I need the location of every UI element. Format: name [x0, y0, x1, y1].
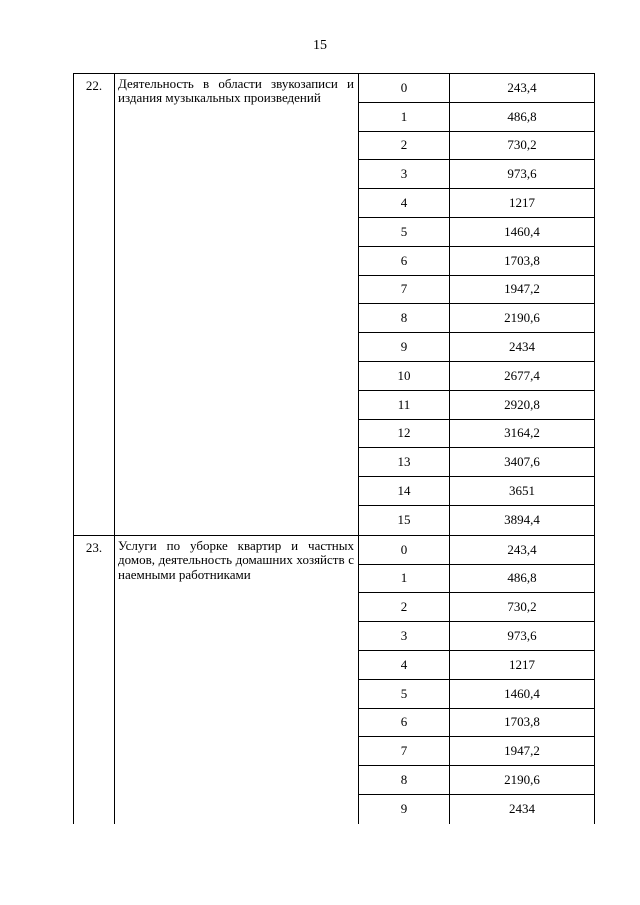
- row-value-cell: 1947,2: [450, 737, 595, 765]
- row-value-cell: 243,4: [450, 74, 595, 102]
- row-index-cell: 6: [359, 709, 450, 737]
- row-value-cell: 1947,2: [450, 276, 595, 304]
- row-index-cell: 8: [359, 766, 450, 794]
- group-rows: [359, 536, 595, 824]
- row-index-cell: 4: [359, 651, 450, 679]
- table-row: [359, 276, 595, 305]
- row-index-cell: 12: [359, 420, 450, 448]
- row-index-cell: 7: [359, 737, 450, 765]
- row-index-cell: 5: [359, 218, 450, 246]
- row-index-cell: 9: [359, 795, 450, 824]
- row-index-cell: 1: [359, 103, 450, 131]
- table-row: [359, 189, 595, 218]
- table-group-23: [73, 535, 595, 824]
- row-index-cell: 11: [359, 391, 450, 419]
- row-value-cell: 2434: [450, 795, 595, 824]
- row-value-cell: 1703,8: [450, 709, 595, 737]
- row-index-cell: 2: [359, 132, 450, 160]
- table-row: [359, 103, 595, 132]
- row-value-cell: 2434: [450, 333, 595, 361]
- table-row: [359, 593, 595, 622]
- row-value-cell: 2920,8: [450, 391, 595, 419]
- row-index-cell: 9: [359, 333, 450, 361]
- table-row: [359, 74, 595, 103]
- table-row: [359, 766, 595, 795]
- row-value-cell: 1703,8: [450, 247, 595, 275]
- tariff-table: [73, 73, 595, 824]
- table-row: [359, 651, 595, 680]
- row-value-cell: 3651: [450, 477, 595, 505]
- table-row: [359, 622, 595, 651]
- row-value-cell: 2190,6: [450, 766, 595, 794]
- activity-name: Деятельность в области звукозаписи и издания музыкальных произведений: [115, 74, 359, 535]
- table-row: [359, 506, 595, 535]
- row-index-cell: 4: [359, 189, 450, 217]
- group-number: 23.: [74, 536, 115, 824]
- row-value-cell: 486,8: [450, 565, 595, 593]
- row-index-cell: 0: [359, 536, 450, 564]
- row-value-cell: 973,6: [450, 622, 595, 650]
- table-row: [359, 333, 595, 362]
- row-index-cell: 7: [359, 276, 450, 304]
- table-row: [359, 218, 595, 247]
- row-value-cell: 730,2: [450, 593, 595, 621]
- row-value-cell: 1460,4: [450, 680, 595, 708]
- table-row: [359, 362, 595, 391]
- table-row: [359, 247, 595, 276]
- row-index-cell: 2: [359, 593, 450, 621]
- row-value-cell: 2190,6: [450, 304, 595, 332]
- row-index-cell: 3: [359, 622, 450, 650]
- group-rows: [359, 74, 595, 535]
- table-row: [359, 448, 595, 477]
- table-row: [359, 737, 595, 766]
- row-value-cell: 3407,6: [450, 448, 595, 476]
- row-index-cell: 8: [359, 304, 450, 332]
- row-value-cell: 243,4: [450, 536, 595, 564]
- table-row: [359, 160, 595, 189]
- row-value-cell: 1217: [450, 651, 595, 679]
- row-index-cell: 1: [359, 565, 450, 593]
- row-value-cell: 730,2: [450, 132, 595, 160]
- row-value-cell: 2677,4: [450, 362, 595, 390]
- row-index-cell: 5: [359, 680, 450, 708]
- table-row: [359, 391, 595, 420]
- table-row: [359, 477, 595, 506]
- table-row: [359, 132, 595, 161]
- row-index-cell: 14: [359, 477, 450, 505]
- row-index-cell: 0: [359, 74, 450, 102]
- table-group-22: [73, 73, 595, 535]
- table-row: [359, 709, 595, 738]
- table-row: [359, 420, 595, 449]
- table-row: [359, 565, 595, 594]
- table-row: [359, 795, 595, 824]
- row-value-cell: 1460,4: [450, 218, 595, 246]
- group-number: 22.: [74, 74, 115, 535]
- activity-name: Услуги по уборке квартир и частных домов, деятельность домашних хозяйств с наемными работниками: [115, 536, 359, 824]
- page-number: 15: [313, 38, 327, 53]
- row-value-cell: 3894,4: [450, 506, 595, 535]
- row-index-cell: 3: [359, 160, 450, 188]
- table-row: [359, 680, 595, 709]
- row-value-cell: 1217: [450, 189, 595, 217]
- row-value-cell: 3164,2: [450, 420, 595, 448]
- row-index-cell: 15: [359, 506, 450, 535]
- row-index-cell: 6: [359, 247, 450, 275]
- row-value-cell: 486,8: [450, 103, 595, 131]
- row-index-cell: 13: [359, 448, 450, 476]
- row-index-cell: 10: [359, 362, 450, 390]
- table-row: [359, 304, 595, 333]
- row-value-cell: 973,6: [450, 160, 595, 188]
- table-row: [359, 536, 595, 565]
